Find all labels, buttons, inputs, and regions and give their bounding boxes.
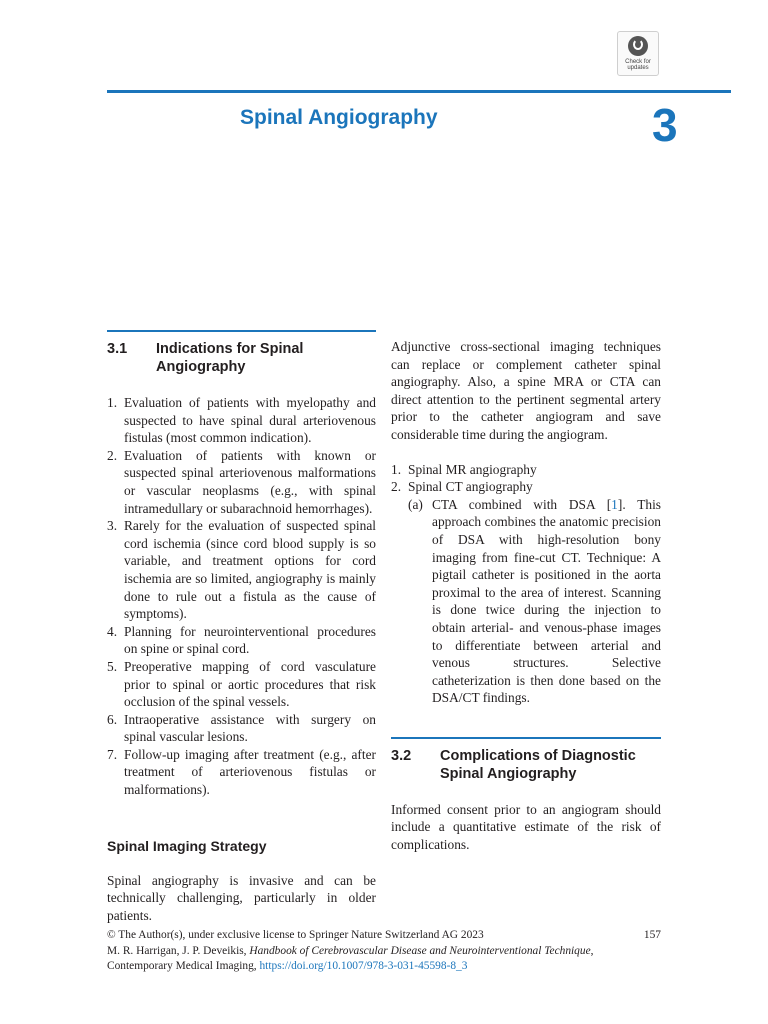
copyright-line: © The Author(s), under exclusive license to Springer Nature Switzerland AG 2023 <box>107 929 484 941</box>
list-number: 6. <box>107 711 118 727</box>
footer <box>107 928 661 975</box>
doi-link[interactable]: https://doi.org/10.1007/978-3-031-45598-8_3 <box>259 960 468 972</box>
list-text: Spinal CT angiography <box>408 479 533 495</box>
list-subitem: (a) CTA combined with DSA [1]. This approach combines the anatomic precision of DSA with high-resolution bony imaging from fine-cut CT. Technique: A pigtail catheter is positioned in the aorta proximal to the area of interest. Scanning is done twice during the injection to obtain arterial- and venous-phase images to differentiate between arterial and venous structures. Selective catheterization is then done based on the DSA/CT findings. <box>408 496 661 706</box>
list-text: Follow-up imaging after treatment (e.g., after treatment of arteriovenous fistulas or malformations). <box>124 746 376 798</box>
section-title: Indications for Spinal Angiography <box>156 341 304 375</box>
page-number: 157 <box>643 929 661 941</box>
section-number: 3.2 <box>391 747 412 764</box>
list-item <box>107 447 376 517</box>
list-text: Evaluation of patients with known or suspected spinal arteriovenous malformations or vascular neoplasms (e.g., with spinal intramedullary or subarachnoid hemorrhages). <box>124 447 376 516</box>
section-heading <box>107 340 376 376</box>
list-number: 2. <box>391 479 402 495</box>
list-text: Planning for neurointerventional procedures on spine or spinal cord. <box>124 623 376 657</box>
citation: M. R. Harrigan, J. P. Deveikis, Handbook of Cerebrovascular Disease and Neurointerventional Technique, Contemporary Medical Imaging, https://doi.org/10.1007/978-3-031-45598-8_3 <box>107 944 594 972</box>
list-item <box>107 394 376 447</box>
section-rule <box>107 330 376 332</box>
section-rule <box>391 737 661 739</box>
left-column <box>107 330 376 924</box>
list-text: Spinal MR angiography <box>408 461 537 477</box>
list-item <box>107 658 376 711</box>
list-item <box>107 746 376 799</box>
section-title: Complications of Diagnostic Spinal Angiography <box>440 747 636 782</box>
list-number: 2. <box>107 447 118 463</box>
reference-link[interactable]: 1 <box>611 496 618 512</box>
badge-label: Check for updates <box>625 59 651 71</box>
list-number: 3. <box>107 518 118 534</box>
list-number: 1. <box>107 395 118 410</box>
list-item <box>391 478 661 496</box>
list-number: 1. <box>391 461 402 477</box>
right-column <box>391 338 661 854</box>
list-item <box>107 623 376 658</box>
check-for-updates-badge[interactable] <box>617 31 659 76</box>
section-heading <box>391 747 661 783</box>
book-title: Handbook of Cerebrovascular Disease and Neurointerventional Technique <box>249 944 591 957</box>
list-item <box>107 711 376 746</box>
list-text: Evaluation of patients with myelopathy and suspected to have spinal dural arteriovenous fistulas (most common indication). <box>124 395 376 446</box>
subsection-heading: Spinal Imaging Strategy <box>107 837 267 854</box>
list-item <box>107 517 376 623</box>
paragraph: Spinal angiography is invasive and can be technically challenging, particularly in older patients. <box>107 872 376 923</box>
list-item <box>391 461 661 479</box>
paragraph: Adjunctive cross-sectional imaging techniques can replace or complement catheter spinal angiography. Also, a spine MRA or CTA can direct attention to the pertinent segmental artery prior to the catheter angiogram and save considerable time during the angiogram. <box>391 339 661 442</box>
crossmark-icon <box>628 36 648 56</box>
list-number: 4. <box>107 623 118 639</box>
paragraph: Informed consent prior to an angiogram should include a quantitative estimate of the risk of complications. <box>391 801 661 853</box>
chapter-title: Spinal Angiography <box>240 106 438 129</box>
indications-list <box>107 394 376 799</box>
list-text: Rarely for the evaluation of suspected spinal cord ischemia (since cord blood supply is so variable, and treatment options for cord ischemia are so limited, angiography is mainly done to rule out a fistula as the cause of symptoms). <box>124 518 376 622</box>
section-number: 3.1 <box>107 341 128 357</box>
chapter-number: 3 <box>652 99 678 151</box>
imaging-list <box>391 461 661 496</box>
chapter-top-rule <box>107 90 731 93</box>
list-number: 5. <box>107 658 118 674</box>
list-number: 7. <box>107 746 118 762</box>
list-text: Preoperative mapping of cord vasculature prior to spinal or aortic procedures that risk occlusion of the spinal vessels. <box>124 658 376 710</box>
list-text: Intraoperative assistance with surgery on spinal vascular lesions. <box>124 711 376 745</box>
